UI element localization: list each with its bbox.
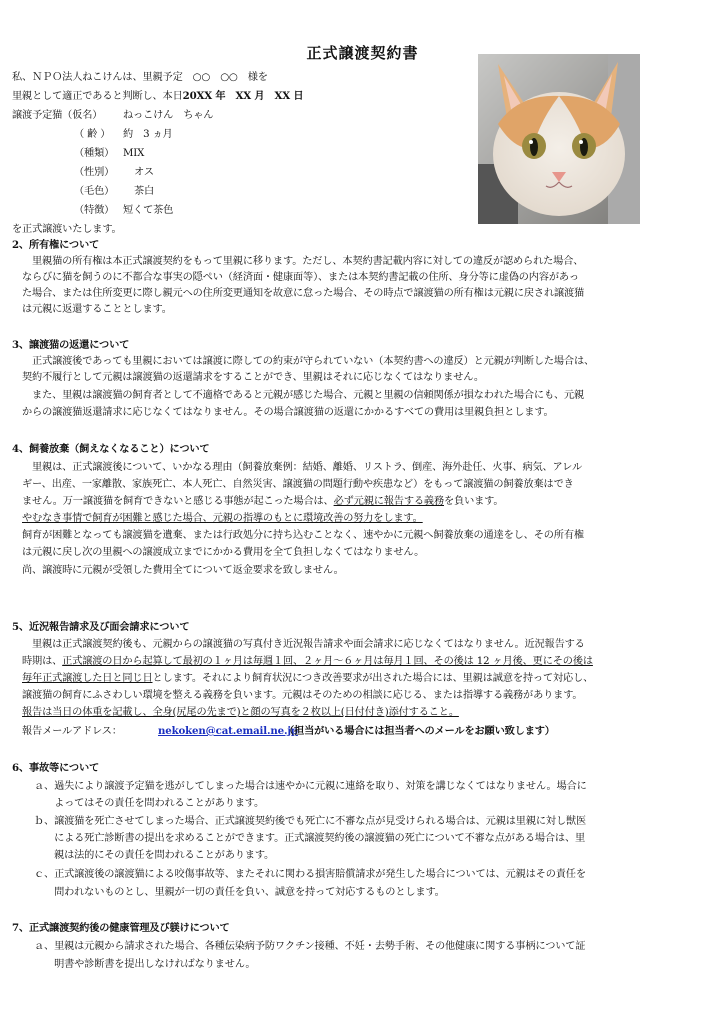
cat-color-label: （毛色） bbox=[74, 186, 115, 197]
section-5-line: 譲渡猫の飼育にふさわしい環境を整える義務を負います。元親はそのための相談に応じる、または指導する義務があります。 bbox=[22, 690, 583, 701]
section-7-line: ａ、里親は元親から請求された場合、各種伝染病予防ワクチン接種、不妊・去勢手術、その他健康に関する事柄について証 bbox=[34, 941, 586, 952]
section-6-line: よってはその責任を問われることがあります。 bbox=[34, 798, 265, 809]
intro-closing: を正式譲渡いたします。 bbox=[12, 224, 122, 235]
report-mail-link[interactable]: nekoken@cat.email.ne.jp bbox=[158, 725, 298, 737]
section-4-line: ギー、出産、一家離散、家族死亡、本人死亡、自然災害、譲渡猫の問題行動や疾患など）をもって譲渡猫の飼養放棄はでき bbox=[22, 479, 574, 490]
section-4-line: 里親は、正式譲渡後について、いかなる理由（飼養放棄例：結婚、離婚、リストラ、倒産、海外赴任、火事、病気、アレル bbox=[22, 462, 583, 473]
section-4-line: 飼育が困難となっても譲渡猫を遺棄、または行政処分に持ち込むことなく、速やかに元親へ飼養放棄の通達をし、その所有権 bbox=[22, 530, 584, 541]
section-2-line: 里親猫の所有権は本正式譲渡契約をもって里親に移ります。ただし、本契約書記載内容に対しての違反が認められた場合、 bbox=[22, 256, 584, 267]
report-mail-label: 報告メールアドレス： bbox=[22, 726, 122, 737]
cat-age-label: （ 齢 ） bbox=[74, 129, 111, 140]
section-4-line: 尚、譲渡時に元親が受領した費用全てについて返金要求を致しません。 bbox=[22, 565, 344, 576]
cat-name-value: ねっこけん ちゃん bbox=[123, 110, 214, 121]
section-7-heading: 7、正式譲渡契約後の健康管理及び躾けについて bbox=[12, 922, 230, 934]
contract-date: 20XX 年 XX 月 XX 日 bbox=[182, 90, 304, 102]
section-2-line: た場合、または住所変更に際し親元への住所変更通知を故意に怠った場合、その時点で譲渡猫の所有権は元親に戻され譲渡猫 bbox=[22, 288, 585, 299]
cat-breed-value: MIX bbox=[123, 148, 145, 159]
cat-sex-value: オス bbox=[134, 167, 154, 178]
section-2-heading: 2、所有権について bbox=[12, 239, 100, 251]
section-7-line: 明書や診断書を提出しなければなりません。 bbox=[34, 959, 256, 970]
section-6-line: による死亡診断書の提出を求めることができます。正式譲渡契約後の譲渡猫の死亡について不審な点がある場合は、里 bbox=[34, 833, 586, 844]
section-4-line: ません。万一譲渡猫を飼育できないと感じる事態が起こった場合は、必ず元親に報告する義務を負います。 bbox=[22, 496, 504, 507]
section-6-line: ａ、過失により譲渡予定猫を逃がしてしまった場合は速やかに元親に連絡を取り、対策を講じなくてはなりません。場合に bbox=[34, 781, 587, 792]
intro-line-2: 里親として適正であると判断し、本日20XX 年 XX 月 XX 日 bbox=[12, 90, 304, 102]
section-4-line: は元親に戻し次の里親への譲渡成立までにかかる費用を全て負担しなくてはなりません。 bbox=[22, 547, 425, 558]
section-6-line: ｃ、正式譲渡後の譲渡猫による咬傷事故等、またそれに関わる損害賠償請求が発生した場合については、元親はその責任を bbox=[34, 869, 586, 880]
section-4-heading: 4、飼養放棄（飼えなくなること）について bbox=[12, 443, 210, 455]
cat-breed-label: （種類） bbox=[74, 148, 115, 159]
cat-name-label: 譲渡予定猫（仮名） bbox=[12, 110, 103, 121]
page-title: 正式譲渡契約書 bbox=[306, 44, 419, 62]
section-2-line: は元親に返還することとします。 bbox=[22, 304, 172, 315]
section-2-line: ならびに猫を飼うのに不都合な事実の隠ぺい（経済面・健康面等）、または本契約書記載の住所、身分等に虚偽の内容があっ bbox=[22, 272, 579, 283]
section-3-heading: 3、譲渡猫の返還について bbox=[12, 339, 130, 351]
section-6-line: 親は法的にその責任を問われることがあります。 bbox=[34, 850, 275, 861]
report-mail-note: （担当がいる場合には担当者へのメールをお願い致します） bbox=[284, 725, 555, 737]
section-6-line: 問われないものとし、里親が一切の責任を負い、誠意を持って対応するものとします。 bbox=[34, 887, 445, 898]
cat-age-value: 約 3 ヵ月 bbox=[123, 129, 173, 140]
section-5-line: 毎年正式譲渡した日と同じ日とします。それにより飼育状況につき改善要求が出された場合には、里親は誠意を持って対応し、 bbox=[22, 673, 594, 684]
section-3-line: 契約不履行として元親は譲渡猫の返還請求をすることができ、里親はそれに応じなくてはなりません。 bbox=[22, 372, 484, 383]
report-duty-text: 必ず元親に報告する義務 bbox=[333, 496, 444, 507]
section-5-line: 報告は当日の体重を記載し、全身(尻尾の先まで)と顔の写真を２枚以上(日付付き)添付すること。 bbox=[22, 707, 459, 718]
kitten-photo bbox=[478, 54, 640, 224]
section-5-heading: 5、近況報告請求及び面会請求について bbox=[12, 621, 190, 633]
cat-feature-value: 短くて茶色 bbox=[123, 205, 174, 216]
section-6-line: ｂ、譲渡猫を死亡させてしまった場合、正式譲渡契約後でも死亡に不審な点が見受けられる場合は、元親は里親に対し獣医 bbox=[34, 816, 587, 827]
section-3-line: 正式譲渡後であっても里親においては譲渡に際しての約束が守られていない（本契約書への違反）と元親が判断した場合は、 bbox=[22, 356, 595, 367]
section-5-line: 時期は、正式譲渡の日から起算して最初の１ヶ月は毎週１回、２ヶ月〜６ヶ月は毎月１回、その後は 12 ヶ月後、更にその後は bbox=[22, 656, 593, 667]
section-4-line: やむなき事情で飼育が困難と感じた場合、元親の指導のもとに環境改善の努力をします。 bbox=[22, 513, 423, 524]
section-5-line: 里親は正式譲渡契約後も、元親からの譲渡猫の写真付き近況報告請求や面会請求に応じなくてはなりません。近況報告する bbox=[22, 639, 585, 650]
cat-color-value: 茶白 bbox=[134, 186, 155, 197]
section-6-heading: 6、事故等について bbox=[12, 762, 100, 774]
section-3-line: また、里親は譲渡猫の飼育者として不適格であると元親が感じた場合、元親と里親の信頼関係が損なわれた場合にも、元親 bbox=[22, 390, 585, 401]
cat-feature-label: （特徴） bbox=[74, 205, 115, 216]
cat-sex-label: （性別） bbox=[74, 167, 115, 178]
intro-line-1: 私、ＮＰＯ法人ねこけんは、里親予定 ○○ ○○ 様を bbox=[12, 72, 268, 83]
section-3-line: からの譲渡猫返還請求に応じなくてはなりません。その場合譲渡猫の返還にかかるすべての費用は里親負担とします。 bbox=[22, 407, 554, 418]
